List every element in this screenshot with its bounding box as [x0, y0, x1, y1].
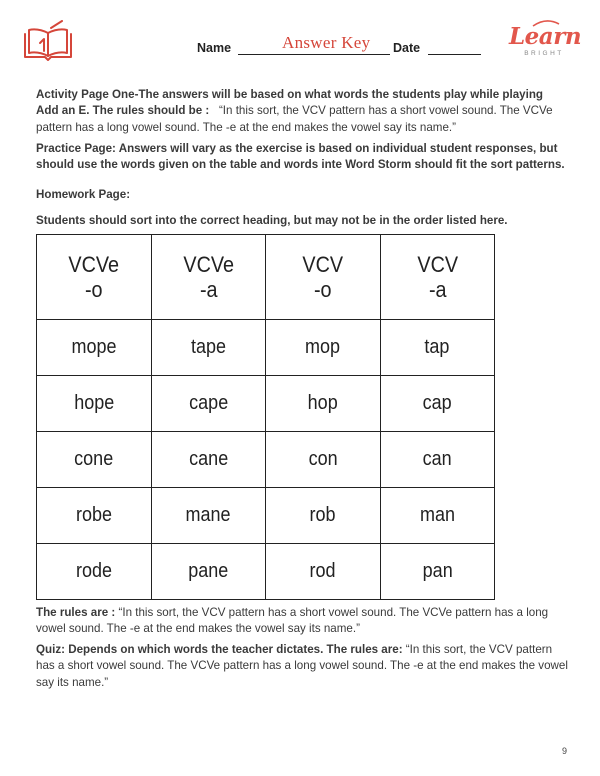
- word: pane: [188, 560, 229, 582]
- sort-instruction-text: Students should sort into the correct heading, but may not be in the order listed here.: [36, 214, 508, 227]
- quiz-rules-text: “In this sort, the VCV pattern has a short vowel sound. The VCVe pattern has a long vowel sound. The -e at the end makes the vowel say its name.”: [36, 643, 568, 689]
- open-book-icon: [22, 20, 74, 62]
- rules-text: “In this sort, the VCV pattern has a short vowel sound. The VCVe pattern has a long vowel sound. The -e at the end makes the vowel say its name.”: [36, 606, 549, 636]
- table-row: [37, 432, 495, 488]
- word: hope: [73, 392, 114, 414]
- table-cell: [380, 432, 495, 488]
- table-cell: [37, 320, 152, 376]
- table-header-row: [37, 235, 495, 320]
- table-row: [37, 376, 495, 432]
- word: pan: [422, 560, 453, 582]
- column-header-top: VCV: [416, 252, 458, 277]
- table-cell: [151, 544, 266, 600]
- activity-page-one-paragraph: [36, 87, 568, 136]
- table-cell: [37, 544, 152, 600]
- word: cap: [422, 392, 452, 414]
- table-cell: [380, 320, 495, 376]
- answer-key-handwriting: Answer Key: [282, 33, 371, 52]
- table-cell: [380, 544, 495, 600]
- practice-page-paragraph: [36, 141, 568, 174]
- word: man: [419, 504, 455, 526]
- column-header: [380, 235, 495, 320]
- word: hop: [307, 392, 338, 414]
- column-header-top: VCV: [302, 252, 344, 277]
- logo-subtitle: BRIGHT: [524, 50, 564, 57]
- table-cell: [37, 488, 152, 544]
- word: mop: [305, 336, 341, 358]
- word: tape: [190, 336, 226, 358]
- logo-swoosh-icon: [531, 19, 561, 27]
- word: mope: [71, 336, 117, 358]
- word: rob: [309, 504, 336, 526]
- homework-page-label: Homework Page:: [36, 188, 131, 201]
- learn-bright-logo: [509, 23, 582, 63]
- table-cell: [266, 488, 381, 544]
- activity-page-one-rules: “In this sort, the VCV pattern has a short vowel sound. The VCVe pattern has a long vowel sound. The -e at the end makes the vowel say its name.”: [36, 104, 553, 134]
- word: rode: [75, 560, 112, 582]
- word: tap: [424, 336, 450, 358]
- column-header-top: VCVe: [68, 252, 120, 277]
- column-header: [266, 235, 381, 320]
- table-cell: [266, 432, 381, 488]
- word: cane: [188, 448, 228, 470]
- table-cell: [380, 488, 495, 544]
- table-row: [37, 488, 495, 544]
- name-label: Name: [197, 41, 232, 55]
- quiz-paragraph: [36, 642, 568, 691]
- date-field[interactable]: [428, 40, 481, 55]
- table-cell: [151, 432, 266, 488]
- rules-paragraph: [36, 605, 568, 638]
- quiz-label: Quiz: Depends on which words the teacher dictates. The rules are:: [36, 643, 403, 656]
- word: can: [422, 448, 452, 470]
- word: con: [308, 448, 338, 470]
- table-row: [37, 320, 495, 376]
- table-cell: [151, 376, 266, 432]
- homework-page-heading: [36, 187, 568, 203]
- column-header-bottom: -o: [313, 277, 332, 302]
- table-cell: [151, 488, 266, 544]
- column-header: [151, 235, 266, 320]
- logo-word: Learn: [509, 23, 582, 50]
- word: cone: [74, 448, 114, 470]
- date-label: Date: [393, 41, 421, 55]
- activity-page-one-label: Activity Page One-The answers will be based on what words the students play while playing Add an E. The rules should be :: [36, 88, 544, 118]
- column-header-bottom: -o: [84, 277, 103, 302]
- word: rod: [309, 560, 336, 582]
- column-header-top: VCVe: [182, 252, 234, 277]
- word: robe: [75, 504, 112, 526]
- table-cell: [380, 376, 495, 432]
- column-header-bottom: -a: [428, 277, 447, 302]
- table-cell: [37, 376, 152, 432]
- table-cell: [151, 320, 266, 376]
- word: mane: [185, 504, 231, 526]
- table-row: [37, 544, 495, 600]
- rules-label: The rules are :: [36, 606, 116, 619]
- word-sort-table: [36, 234, 495, 600]
- table-cell: [266, 376, 381, 432]
- table-cell: [266, 544, 381, 600]
- practice-page-text: Practice Page: Answers will vary as the exercise is based on individual student responses, but should use the words given on the table and words inte Word Storm should fit the sort patterns.: [36, 142, 565, 172]
- table-cell: [266, 320, 381, 376]
- column-header: [37, 235, 152, 320]
- sort-instruction: [36, 213, 568, 229]
- column-header-bottom: -a: [199, 277, 218, 302]
- page-number: 9: [562, 746, 568, 756]
- table-cell: [37, 432, 152, 488]
- word: cape: [188, 392, 228, 414]
